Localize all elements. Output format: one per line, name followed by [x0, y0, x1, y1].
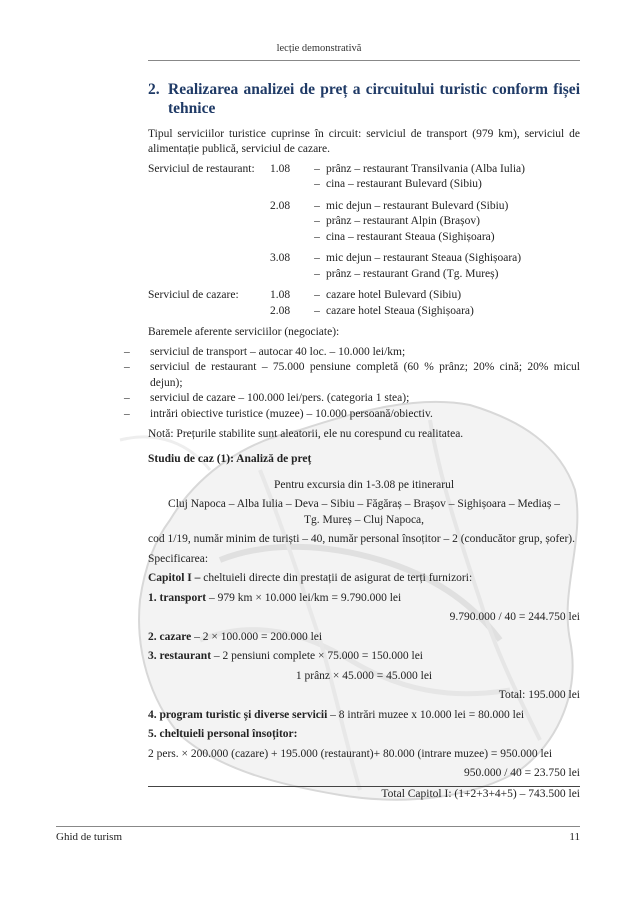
case-study-title: Studiu de caz (1): Analiză de preț — [148, 453, 312, 466]
tariffs-title: Baremele aferente serviciilor (negociate): — [148, 326, 340, 339]
lodging-label: Serviciul de cazare: — [148, 289, 239, 302]
cost-staff-heading: 5. cheltuieli personal însoțitor: — [148, 728, 298, 741]
service-date: 1.08 — [270, 162, 291, 175]
service-item: prânz – restaurant Transilvania (Alba Iulia) — [326, 162, 525, 175]
cost-staff-calc: 2 pers. × 200.000 (cazare) + 195.000 (restaurant)+ 80.000 (intrare muzee) = 950.000 lei — [148, 747, 553, 760]
itinerary-route-end: Tg. Mureș – Cluj Napoca, — [303, 513, 425, 526]
dash: – — [314, 230, 320, 243]
dash: – — [314, 199, 320, 212]
restaurant-services — [148, 162, 580, 320]
specification-label: Specificarea: — [148, 552, 209, 565]
service-date: 2.08 — [270, 199, 291, 212]
dash: – — [124, 361, 130, 374]
section-number: 2. — [148, 81, 160, 98]
dash: – — [124, 345, 130, 358]
section-heading — [148, 80, 580, 119]
cost-transport: 1. transport – 979 km × 10.000 lei/km = 9.790.000 lei — [148, 591, 402, 604]
restaurant-label: Serviciul de restaurant: — [148, 162, 255, 175]
dash: – — [314, 178, 320, 191]
cost-lodging: 2. cazare – 2 × 100.000 = 200.000 lei — [148, 630, 323, 643]
service-date: 2.08 — [270, 304, 291, 317]
service-item: cazare hotel Bulevard (Sibiu) — [326, 289, 462, 302]
header-rule — [148, 60, 580, 61]
dash: – — [314, 289, 320, 302]
cost-program: 4. program turistic și diverse servicii – 8 intrări muzee x 10.000 lei = 80.000 lei — [148, 708, 525, 721]
main-content — [124, 80, 580, 806]
running-header: lecție demonstrativă — [276, 43, 362, 54]
cost-restaurant-extra: 1 prânz × 45.000 = 45.000 lei — [295, 669, 433, 682]
chapter-total: Total Capitol I: (1+2+3+4+5) – 743.500 lei — [381, 787, 580, 800]
list-item: – intrări obiective turistice (muzee) – 10.000 persoană/obiectiv. — [124, 407, 580, 423]
service-item: mic dejun – restaurant Bulevard (Sibiu) — [326, 199, 509, 212]
dash: – — [314, 267, 320, 280]
note: Notă: Prețurile stabilite sunt aleatorii, ele nu corespund cu realitatea. — [148, 427, 464, 440]
service-item: cina – restaurant Bulevard (Sibiu) — [326, 178, 482, 191]
service-date: 3.08 — [270, 252, 291, 265]
tariffs-list — [124, 345, 580, 423]
dash: – — [124, 408, 130, 420]
service-item: mic dejun – restaurant Steaua (Sighișoara) — [326, 252, 522, 265]
itinerary-route: Cluj Napoca – Alba Iulia – Deva – Sibiu – Făgăraș – Brașov – Sighișoara – Mediaș – — [168, 498, 560, 511]
page-number: 11 — [569, 831, 580, 843]
chapter-heading: Capitol I – cheltuieli directe din prestații de asigurat de terți furnizori: — [148, 572, 473, 585]
service-date: 1.08 — [270, 289, 291, 302]
dash: – — [314, 304, 320, 317]
dash: – — [124, 392, 130, 405]
service-item: prânz – restaurant Alpin (Brașov) — [326, 215, 480, 228]
list-item: – serviciul de cazare – 100.000 lei/pers. (categoria 1 stea); — [124, 391, 580, 407]
service-item: prânz – restaurant Grand (Tg. Mureș) — [326, 267, 499, 280]
cost-restaurant-total: Total: 195.000 lei — [498, 689, 580, 702]
section-title: Realizarea analizei de preț a circuitului turistic conform fișei tehnice — [168, 81, 580, 118]
cost-transport-per-person: 9.790.000 / 40 = 244.750 lei — [449, 611, 580, 624]
list-item: – serviciul de transport – autocar 40 loc. – 10.000 lei/km; — [124, 345, 580, 361]
trip-params: cod 1/19, număr minim de turiști – 40, număr personal însoțitor – 2 (conducător grup, șofer). — [148, 533, 576, 546]
footer-rule — [56, 826, 580, 827]
cost-restaurant: 3. restaurant – 2 pensiuni complete × 75.000 = 150.000 lei — [148, 650, 423, 663]
intro-paragraph: Tipul serviciilor turistice cuprinse în circuit: serviciul de transport (979 km), serviciul de alimentație publică, serviciul de cazare. — [148, 127, 580, 156]
cost-staff-per-person: 950.000 / 40 = 23.750 lei — [463, 767, 580, 780]
service-item: cina – restaurant Steaua (Sighișoara) — [326, 230, 495, 243]
service-item: cazare hotel Steaua (Sighișoara) — [326, 304, 474, 317]
list-item: – serviciul de restaurant – 75.000 pensiune completă (60 % prânz; 20% cină; 20% micul dejun); — [124, 361, 580, 389]
itinerary-intro: Pentru excursia din 1-3.08 pe itinerarul — [273, 478, 455, 491]
dash: – — [314, 162, 320, 175]
footer-title: Ghid de turism — [56, 831, 122, 843]
dash: – — [314, 252, 320, 265]
dash: – — [314, 215, 320, 228]
